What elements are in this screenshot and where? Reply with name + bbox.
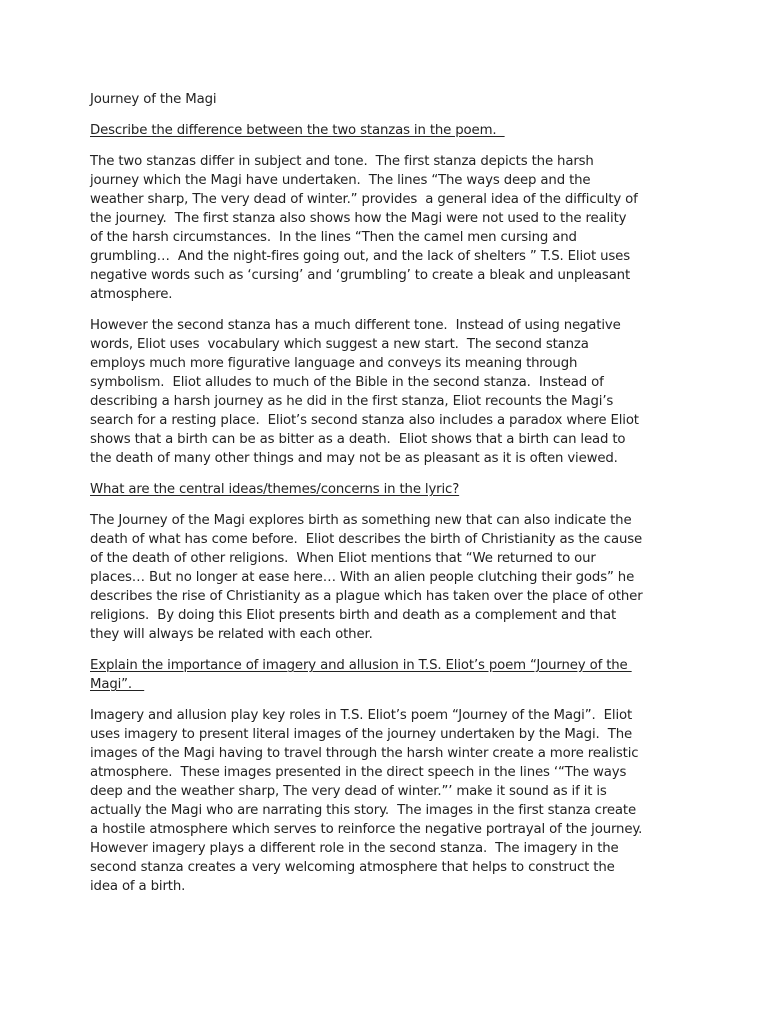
text-line: religions. By doing this Eliot presents birth and death as a complement and that [90, 608, 617, 623]
text-line: of the harsh circumstances. In the lines “Then the camel men cursing and [90, 230, 577, 245]
question-3 [90, 656, 690, 694]
text-line: atmosphere. [90, 287, 173, 302]
text-line: negative words such as ‘cursing’ and ‘grumbling’ to create a bleak and unpleasant [90, 268, 631, 283]
text-line: images of the Magi having to travel through the harsh winter create a more realistic [90, 746, 639, 761]
text-line: death of what has come before. Eliot describes the birth of Christianity as the cause [90, 532, 643, 547]
question-line: What are the central ideas/themes/concerns in the lyric? [90, 482, 460, 497]
question-2 [90, 480, 690, 499]
question-line: Explain the importance of imagery and allusion in T.S. Eliot’s poem “Journey of the [90, 658, 632, 673]
text-line: However imagery plays a different role in the second stanza. The imagery in the [90, 841, 619, 856]
text-line: Imagery and allusion play key roles in T.S. Eliot’s poem “Journey of the Magi”. Eliot [90, 708, 633, 723]
question-1 [90, 121, 690, 140]
text-line: symbolism. Eliot alludes to much of the Bible in the second stanza. Instead of [90, 375, 604, 390]
text-line: uses imagery to present literal images of the journey undertaken by the Magi. The [90, 727, 633, 742]
answer-3-paragraph-1 [90, 706, 690, 896]
text-line: deep and the weather sharp, The very dead of winter.”’ make it sound as if it is [90, 784, 607, 799]
question-line: Magi”. [90, 677, 145, 692]
text-line: weather sharp, The very dead of winter.” provides a general idea of the difficulty of [90, 192, 638, 207]
text-line: search for a resting place. Eliot’s second stanza also includes a paradox where Eliot [90, 413, 639, 428]
text-line: second stanza creates a very welcoming atmosphere that helps to construct the [90, 860, 615, 875]
text-line: actually the Magi who are narrating this story. The images in the first stanza create [90, 803, 636, 818]
text-line: idea of a birth. [90, 879, 186, 894]
document-page [90, 90, 690, 908]
text-line: However the second stanza has a much different tone. Instead of using negative [90, 318, 621, 333]
text-line: places… But no longer at ease here… With an alien people clutching their gods” he [90, 570, 635, 585]
text-line: of the death of other religions. When Eliot mentions that “We returned to our [90, 551, 596, 566]
text-line: the journey. The first stanza also shows how the Magi were not used to the reality [90, 211, 627, 226]
text-line: describing a harsh journey as he did in the first stanza, Eliot recounts the Magi’s [90, 394, 614, 409]
text-line: atmosphere. These images presented in the direct speech in the lines ‘“The ways [90, 765, 627, 780]
answer-1-paragraph-1 [90, 152, 690, 304]
text-line: journey which the Magi have undertaken. The lines “The ways deep and the [90, 173, 591, 188]
text-line: employs much more figurative language and conveys its meaning through [90, 356, 578, 371]
document-title: Journey of the Magi [90, 92, 217, 107]
answer-1-paragraph-2 [90, 316, 690, 468]
text-line: the death of many other things and may not be as pleasant as it is often viewed. [90, 451, 618, 466]
text-line: they will always be related with each other. [90, 627, 373, 642]
answer-2-paragraph-1 [90, 511, 690, 644]
text-line: words, Eliot uses vocabulary which suggest a new start. The second stanza [90, 337, 589, 352]
text-line: grumbling… And the night-fires going out, and the lack of shelters ” T.S. Eliot uses [90, 249, 630, 264]
question-line: Describe the difference between the two stanzas in the poem. [90, 123, 505, 138]
text-line: The Journey of the Magi explores birth as something new that can also indicate the [90, 513, 632, 528]
text-line: shows that a birth can be as bitter as a death. Eliot shows that a birth can lead to [90, 432, 626, 447]
text-line: describes the rise of Christianity as a plague which has taken over the place of other [90, 589, 643, 604]
text-line: a hostile atmosphere which serves to reinforce the negative portrayal of the journey. [90, 822, 643, 837]
text-line: The two stanzas differ in subject and tone. The first stanza depicts the harsh [90, 154, 594, 169]
